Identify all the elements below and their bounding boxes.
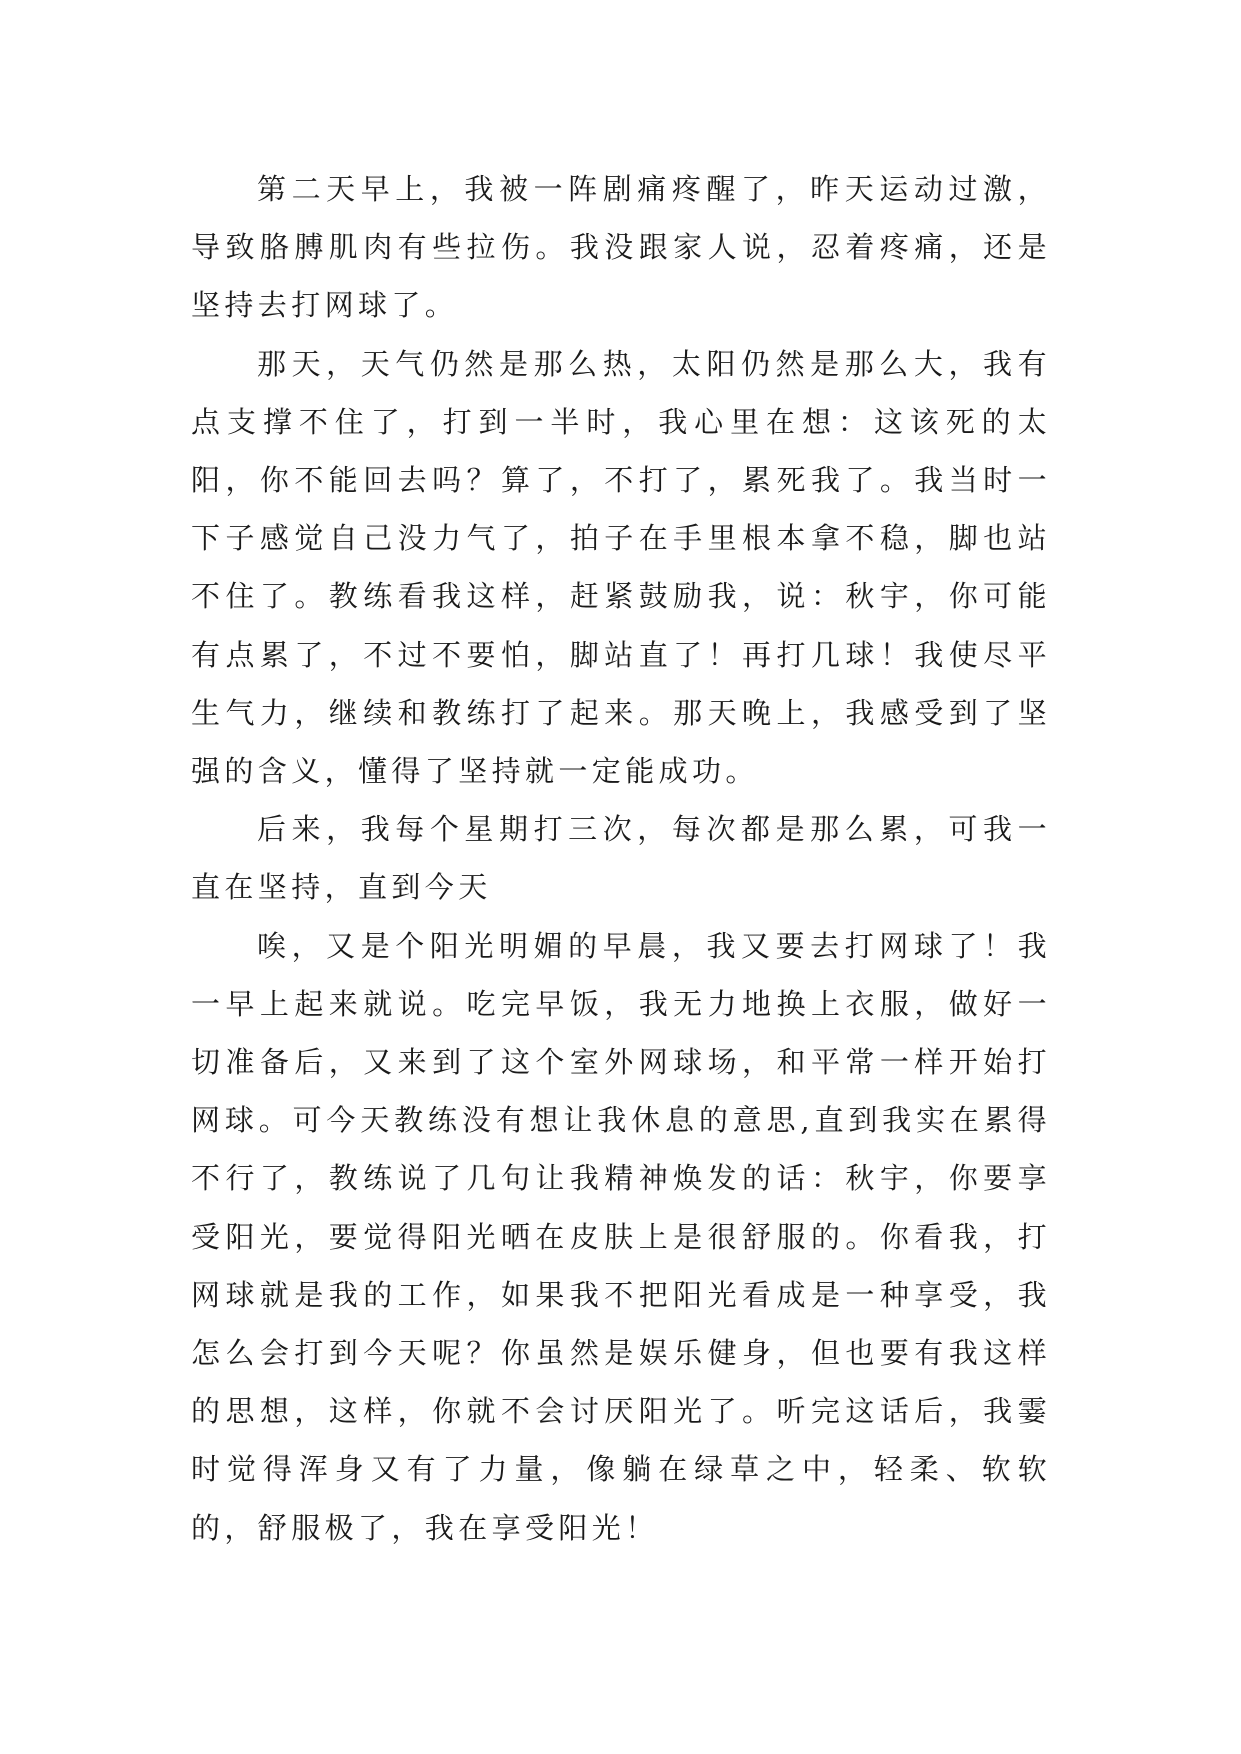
paragraph-1: 第二天早上，我被一阵剧痛疼醒了，昨天运动过激，导致胳膊肌肉有些拉伤。我没跟家人说，忍着疼痛，还是坚持去打网球了。 <box>191 172 1051 323</box>
paragraph-4: 唉，又是个阳光明媚的早晨，我又要去打网球了！我一早上起来就说。吃完早饭，我无力地换上衣服，做好一切准备后，又来到了这个室外网球场，和平常一样开始打网球。可今天教练没有想让我休息的意思,直到我实在累得不行了，教练说了几句让我精神焕发的话：秋宇，你要享受阳光，要觉得阳光晒在皮肤上是很舒服的。你看我，打网球就是我的工作，如果我不把阳光看成是一种享受，我怎么会打到今天呢？你虽然是娱乐健身，但也要有我这样的思想，这样，你就不会讨厌阳光了。听完这话后，我霎时觉得浑身又有了力量，像躺在绿草之中，轻柔、软软的，舒服极了，我在享受阳光！ <box>191 928 1051 1545</box>
paragraph-2: 那天，天气仍然是那么热，太阳仍然是那么大，我有点支撑不住了，打到一半时，我心里在想：这该死的太阳，你不能回去吗？算了，不打了，累死我了。我当时一下子感觉自己没力气了，拍子在手里根本拿不稳，脚也站不住了。教练看我这样，赶紧鼓励我，说：秋宇，你可能有点累了，不过不要怕，脚站直了！再打几球！我使尽平生气力，继续和教练打了起来。那天晚上，我感受到了坚强的含义，懂得了坚持就一定能成功。 <box>191 346 1051 789</box>
document-body <box>191 160 1051 1557</box>
paragraph-3: 后来，我每个星期打三次，每次都是那么累，可我一直在坚持，直到今天 <box>191 812 1051 905</box>
